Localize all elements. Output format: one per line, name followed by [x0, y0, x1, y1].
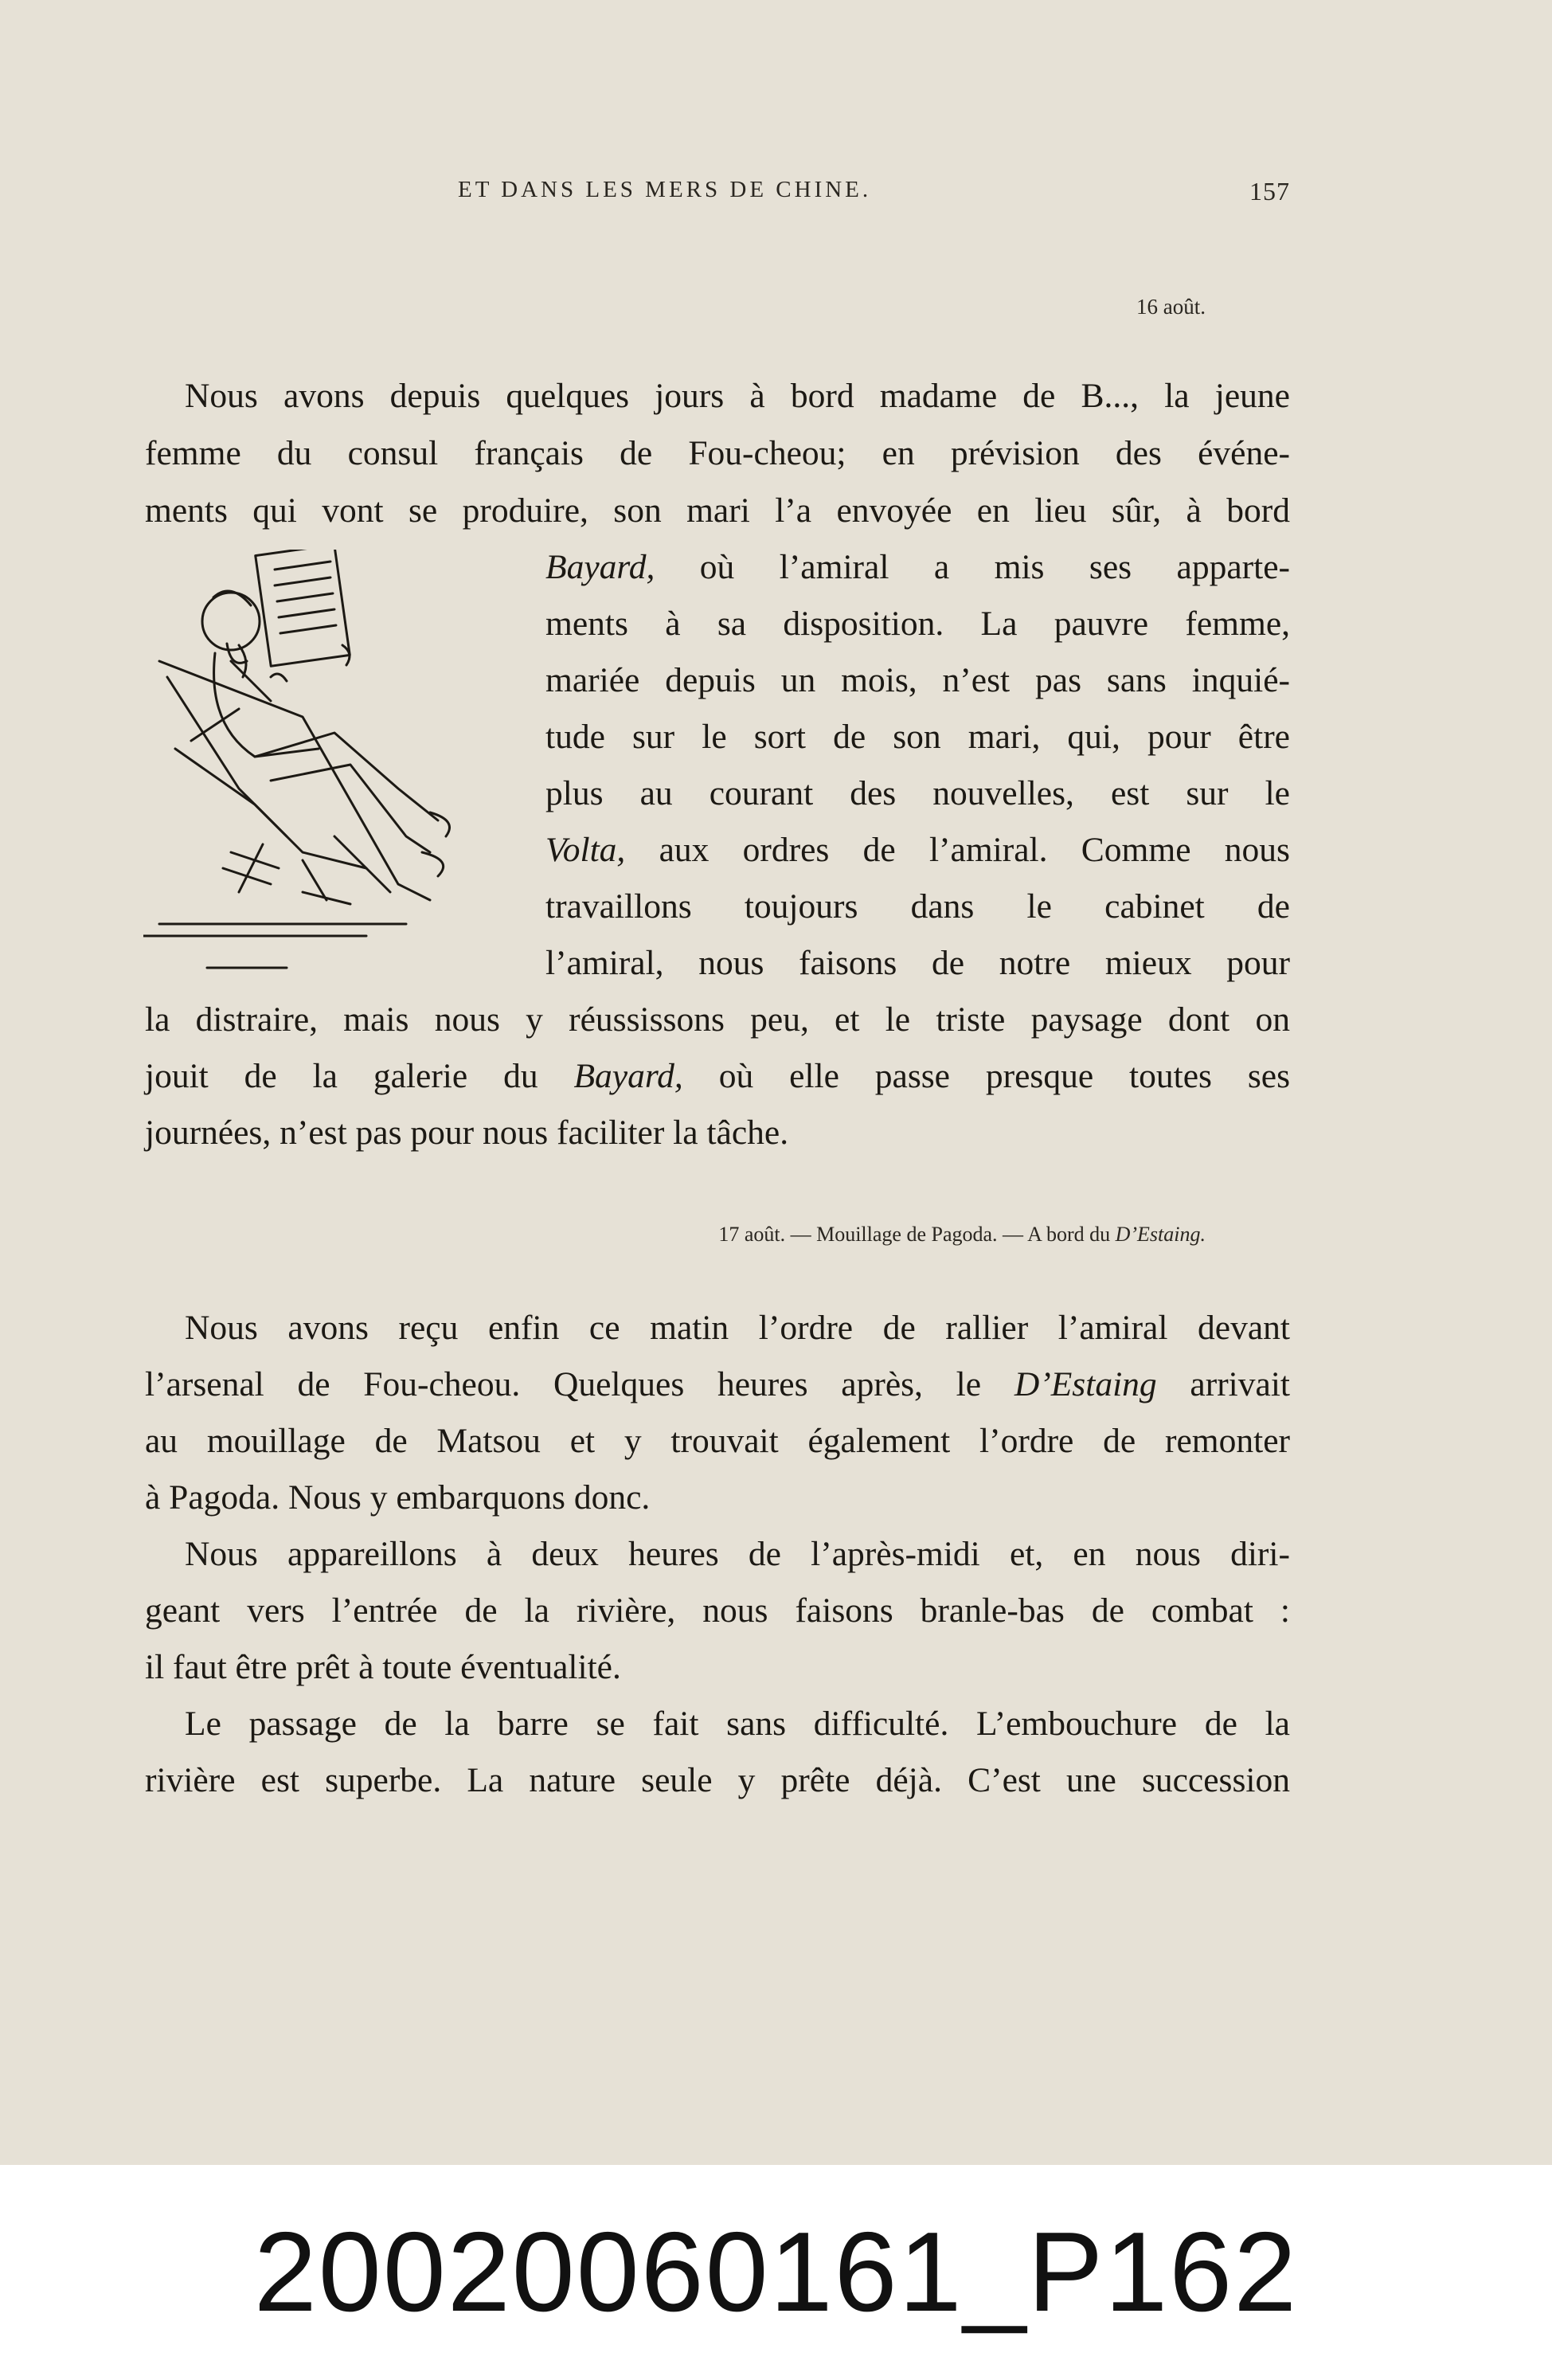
text-line: l’amiral, nous faisons de notre mieux pour: [545, 944, 1290, 982]
text-line: à Pagoda. Nous y embarquons donc.: [145, 1478, 651, 1517]
text-line: Volta, aux ordres de l’amiral. Comme nous: [545, 831, 1290, 869]
text-line: mariée depuis un mois, n’est pas sans inquié-: [545, 661, 1290, 699]
ship-name: Bayard,: [573, 1057, 683, 1095]
text-line: Nous avons depuis quelques jours à bord madame de B..., la jeune: [185, 377, 1290, 415]
text-line: rivière est superbe. La nature seule y prête déjà. C’est une succession: [145, 1761, 1290, 1799]
text-line: Nous avons reçu enfin ce matin l’ordre de rallier l’amiral devant: [185, 1309, 1290, 1347]
text-line: plus au courant des nouvelles, est sur le: [545, 774, 1290, 812]
text-line: Nous appareillons à deux heures de l’après-midi et, en nous diri-: [185, 1535, 1290, 1573]
text-line: tude sur le sort de son mari, qui, pour être: [545, 718, 1290, 756]
text-line: journées, n’est pas pour nous faciliter la tâche.: [145, 1114, 789, 1152]
running-title: ET DANS LES MERS DE CHINE.: [458, 177, 872, 202]
man-reading-newspaper-illustration: [143, 550, 518, 980]
text-line: l’arsenal de Fou-cheou. Quelques heures après, le D’Estaing arrivait: [145, 1365, 1290, 1403]
text-line: au mouillage de Matsou et y trouvait également l’ordre de remonter: [145, 1422, 1290, 1460]
text-line: geant vers l’entrée de la rivière, nous faisons branle-bas de combat :: [145, 1591, 1290, 1630]
text-line: la distraire, mais nous y réussissons peu, et le triste paysage dont on: [145, 1000, 1290, 1039]
text-line: Le passage de la barre se fait sans difficulté. L’embouchure de la: [185, 1705, 1290, 1743]
text-line: ments à sa disposition. La pauvre femme,: [545, 605, 1290, 643]
ship-name: D’Estaing: [1014, 1365, 1157, 1403]
text-line: femme du consul français de Fou-cheou; en prévision des événe-: [145, 434, 1290, 472]
ship-name: Bayard,: [545, 548, 655, 586]
page-number: 157: [1249, 177, 1290, 206]
text-line: Bayard, où l’amiral a mis ses apparte-: [545, 548, 1290, 586]
text-line: travaillons toujours dans le cabinet de: [545, 887, 1290, 926]
ship-name: Volta,: [545, 831, 626, 869]
image-identifier: 20020060161_P162: [253, 2209, 1299, 2335]
text-line: ments qui vont se produire, son mari l’a envoyée en lieu sûr, à bord: [145, 491, 1290, 530]
text-line: il faut être prêt à toute éventualité.: [145, 1648, 621, 1686]
running-head: [143, 177, 1290, 217]
entry-date: 17 août. — Mouillage de Pagoda. — A bord du D’Estaing.: [718, 1223, 1206, 1246]
text-line: jouit de la galerie du Bayard, où elle passe presque toutes ses: [145, 1057, 1290, 1095]
entry-date: 16 août.: [1136, 295, 1206, 319]
